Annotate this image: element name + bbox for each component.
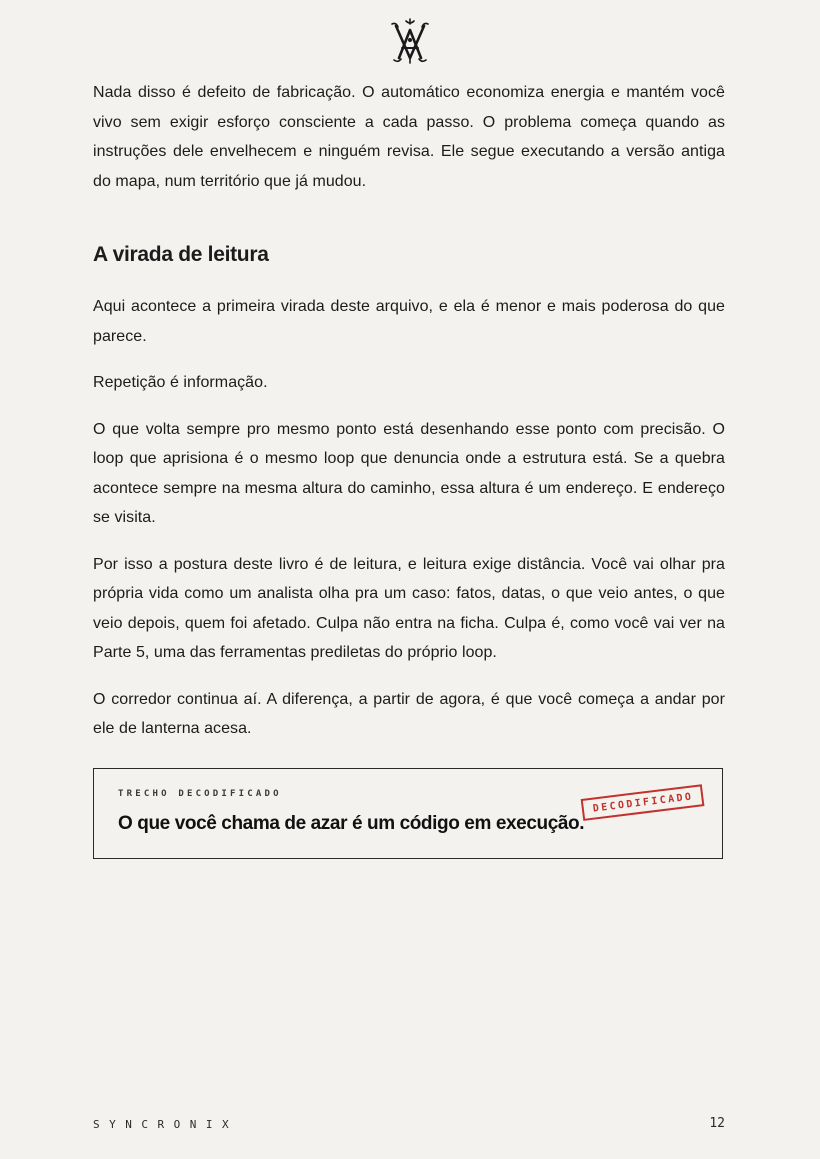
decoded-stamp: DECODIFICADO (581, 784, 705, 821)
decoded-excerpt-callout (93, 768, 723, 859)
body-paragraph: Nada disso é defeito de fabricação. O automático economiza energia e mantém você vivo sem exigir esforço consciente a cada passo. O problema começa quando as instruções dele envelhecem e ninguém revisa. Ele segue executando a versão antiga do mapa, num território que já mudou. (93, 84, 725, 190)
callout-label: TRECHO DECODIFICADO (118, 789, 282, 799)
body-paragraph: Aqui acontece a primeira virada deste arquivo, e ela é menor e mais poderosa do que parece. (93, 298, 725, 345)
page-number: 12 (709, 1116, 725, 1131)
body-paragraph: O que volta sempre pro mesmo ponto está desenhando esse ponto com precisão. O loop que aprisiona é o mesmo loop que denuncia onde a estrutura está. Se a quebra acontece sempre na mesma altura do caminho, essa altura é um endereço. E endereço se visita. (93, 420, 725, 526)
monogram-logo-icon (390, 18, 430, 64)
footer-brand: SYNCRONIX (93, 1118, 239, 1131)
body-paragraph: O corredor continua aí. A diferença, a partir de agora, é que você começa a andar por ele de lanterna acesa. (93, 690, 725, 737)
body-paragraph: Repetição é informação. (93, 374, 268, 391)
body-paragraph: Por isso a postura deste livro é de leitura, e leitura exige distância. Você vai olhar pra própria vida como um analista olha pra um caso: fatos, datas, o que veio antes, o que veio depois, quem foi afetado. Culpa não entra na ficha. Culpa é, como você vai ver na Parte 5, uma das ferramentas prediletas do próprio loop. (93, 555, 725, 661)
callout-quote: O que você chama de azar é um código em execução. (118, 813, 585, 834)
section-heading: A virada de leitura (93, 243, 269, 266)
page-content (93, 78, 725, 761)
